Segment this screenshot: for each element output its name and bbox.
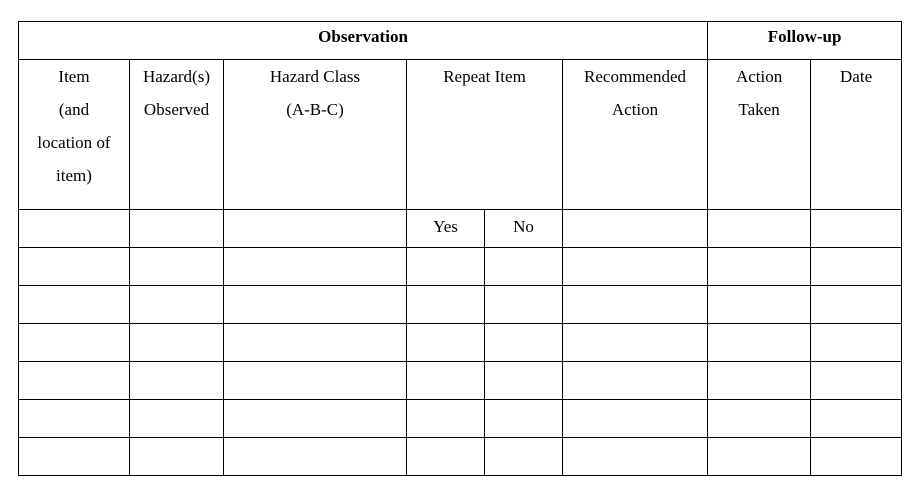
action-taken-cell[interactable]: [708, 362, 811, 400]
recommended-action-cell[interactable]: [563, 248, 708, 286]
hazard-class-header-line-1: Hazard Class: [269, 67, 361, 86]
repeat-no-cell[interactable]: [485, 286, 563, 324]
recommended-action-cell[interactable]: [563, 362, 708, 400]
item-header-line-4: item): [56, 166, 92, 185]
item-header-line-2: (and: [58, 100, 90, 119]
date-header-line-1: Date: [840, 67, 873, 86]
follow-up-header: [708, 22, 902, 60]
hazard-class-cell[interactable]: [224, 362, 407, 400]
repeat-yes-cell[interactable]: [407, 438, 485, 476]
action-taken-column-header: [708, 60, 811, 210]
repeat-yes-cell[interactable]: [407, 362, 485, 400]
hazards-header-line-2: Observed: [143, 100, 210, 119]
date-cell[interactable]: [811, 438, 902, 476]
date-cell[interactable]: [811, 248, 902, 286]
hazard-class-cell[interactable]: [224, 210, 407, 248]
recommended-action-header-line-2: Action: [611, 100, 659, 119]
item-cell[interactable]: [19, 286, 130, 324]
action-taken-cell[interactable]: [708, 286, 811, 324]
action-taken-header-line-1: Action: [735, 67, 783, 86]
hazard-class-cell[interactable]: [224, 286, 407, 324]
item-header-line-1: Item: [58, 67, 90, 86]
repeat-no-cell[interactable]: [485, 248, 563, 286]
repeat-no-cell[interactable]: [485, 362, 563, 400]
repeat-yes-label: Yes: [433, 217, 458, 236]
recommended-action-column-header: [563, 60, 708, 210]
item-cell[interactable]: [19, 324, 130, 362]
observation-header-label: Observation: [318, 27, 408, 46]
recommended-action-cell[interactable]: [563, 324, 708, 362]
hazards-cell[interactable]: [130, 438, 224, 476]
table-row: [19, 324, 902, 362]
group-header-row: [19, 22, 902, 60]
action-taken-cell[interactable]: [708, 324, 811, 362]
hazard-data-rows: [18, 209, 902, 476]
action-taken-header-line-2: Taken: [738, 100, 780, 119]
recommended-action-cell[interactable]: [563, 286, 708, 324]
action-taken-cell[interactable]: [708, 248, 811, 286]
table-row: [19, 438, 902, 476]
repeat-no-cell[interactable]: [485, 324, 563, 362]
action-taken-cell[interactable]: [708, 438, 811, 476]
item-cell[interactable]: [19, 438, 130, 476]
table-row: [19, 286, 902, 324]
date-cell[interactable]: [811, 362, 902, 400]
repeat-yes-cell[interactable]: [407, 248, 485, 286]
repeat-no-label: No: [513, 217, 534, 236]
item-column-header: [19, 60, 130, 210]
date-cell[interactable]: [811, 400, 902, 438]
repeat-no-cell[interactable]: [485, 400, 563, 438]
date-cell[interactable]: [811, 324, 902, 362]
table-row: [19, 248, 902, 286]
repeat-yes-cell[interactable]: [407, 286, 485, 324]
action-taken-cell[interactable]: [708, 400, 811, 438]
hazards-cell[interactable]: [130, 362, 224, 400]
repeat-no-header: [485, 210, 563, 248]
repeat-yes-cell[interactable]: [407, 324, 485, 362]
hazard-class-column-header: [224, 60, 407, 210]
hazard-class-header-line-2: (A-B-C): [286, 100, 344, 119]
date-column-header: [811, 60, 902, 210]
hazards-cell[interactable]: [130, 248, 224, 286]
table-row: [19, 400, 902, 438]
table-row: [19, 362, 902, 400]
recommended-action-cell[interactable]: [563, 210, 708, 248]
follow-up-header-label: Follow-up: [767, 27, 842, 46]
hazards-cell[interactable]: [130, 210, 224, 248]
hazards-cell[interactable]: [130, 286, 224, 324]
hazard-class-cell[interactable]: [224, 248, 407, 286]
recommended-action-cell[interactable]: [563, 400, 708, 438]
repeat-item-options-row: [19, 210, 902, 248]
hazards-observed-column-header: [130, 60, 224, 210]
hazards-cell[interactable]: [130, 400, 224, 438]
item-cell[interactable]: [19, 362, 130, 400]
column-header-row: [19, 60, 902, 210]
hazards-header-line-1: Hazard(s): [142, 67, 210, 86]
recommended-action-header-line-1: Recommended: [584, 67, 687, 86]
hazard-class-cell[interactable]: [224, 438, 407, 476]
date-cell[interactable]: [811, 210, 902, 248]
recommended-action-cell[interactable]: [563, 438, 708, 476]
repeat-yes-header: [407, 210, 485, 248]
hazard-class-cell[interactable]: [224, 400, 407, 438]
hazard-observation-table: [18, 21, 902, 210]
item-cell[interactable]: [19, 248, 130, 286]
item-cell[interactable]: [19, 400, 130, 438]
repeat-item-header-line-1: Repeat Item: [443, 67, 526, 86]
observation-header: [19, 22, 708, 60]
repeat-no-cell[interactable]: [485, 438, 563, 476]
hazard-class-cell[interactable]: [224, 324, 407, 362]
item-cell[interactable]: [19, 210, 130, 248]
item-header-line-3: location of: [37, 133, 111, 152]
hazards-cell[interactable]: [130, 324, 224, 362]
repeat-yes-cell[interactable]: [407, 400, 485, 438]
action-taken-cell[interactable]: [708, 210, 811, 248]
date-cell[interactable]: [811, 286, 902, 324]
repeat-item-column-header: [407, 60, 563, 210]
